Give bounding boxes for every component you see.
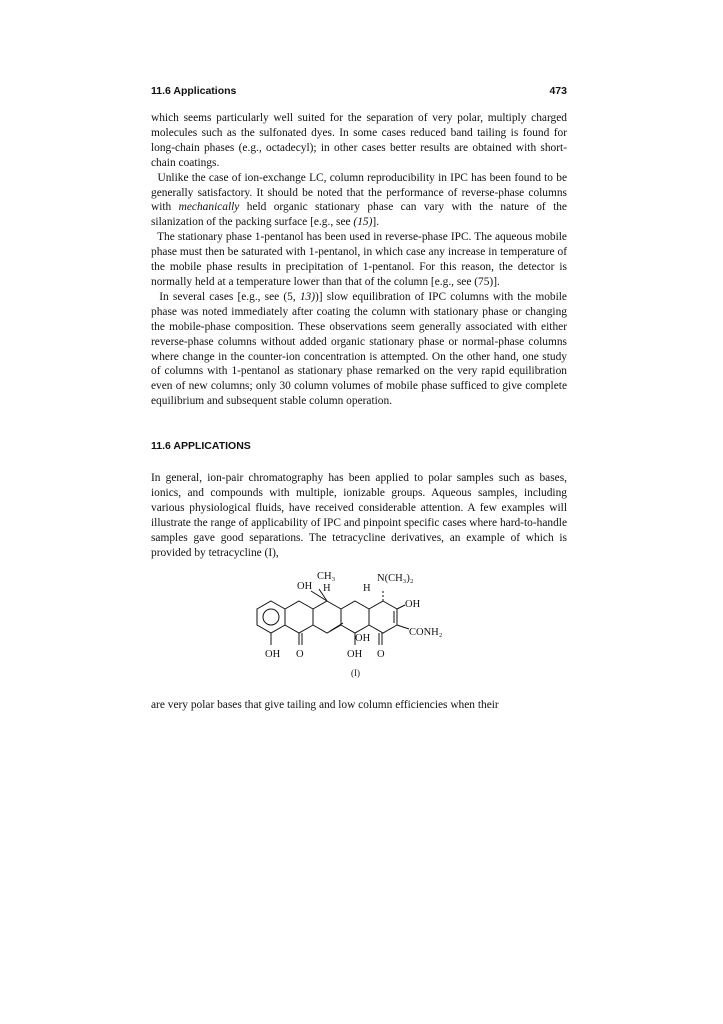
atom-ch3: CH₃: [317, 570, 336, 582]
tetracycline-structure-figure: [151, 565, 567, 680]
paragraph-3-text: The stationary phase 1-pentanol has been used in reverse-phase IPC. The aqueous mobile phase must then be saturated with 1-pentanol, in which case any increase in temperature of the mobile phase results in precipitation of 1-pentanol. For this reason, the detector is normally held at a temperature lower than that of the column [e.g., see (75)].: [151, 231, 567, 288]
atom-oh-mid: OH: [355, 632, 371, 644]
atom-oh-top: OH: [297, 580, 313, 592]
running-head-section: 11.6 Applications: [151, 85, 237, 97]
section-heading: 11.6 APPLICATIONS: [151, 440, 251, 453]
paragraph-2-part-b: held organic stationary phase can vary with the nature of the silanization of the packing surface [e.g., see: [151, 201, 567, 229]
atom-o-b1: O: [296, 648, 304, 660]
body-text-top: [151, 111, 567, 409]
paragraph-1: which seems particularly well suited for the separation of very polar, multiply charged molecules such as the sulfonated dyes. In some cases reduced band tailing is found for long-chain phases (e.g., octadecyl); in other cases better results are obtained with short-chain coatings.: [151, 112, 567, 169]
ring-d: [341, 601, 369, 633]
paragraph-4-italic-ref13: 13): [299, 290, 315, 303]
atom-oh-right: OH: [405, 598, 421, 610]
paragraph-2-italic-mechanically: mechanically: [178, 201, 240, 214]
atom-h1: H: [323, 582, 331, 594]
applications-paragraph: In general, ion-pair chromatography has been applied to polar samples such as bases, ionics, and compounds with multiple, ionizable groups. Aqueous samples, including various physiological fluids, have received considerable attention. A few examples will illustrate the range of applicability of IPC and pinpoint specific cases where hard-to-handle samples gave good separations. The tetracycline derivatives, an example of which is provided by tetracycline (I),: [151, 472, 567, 559]
double-bond-cd: [330, 623, 343, 631]
bond-conh2: [397, 625, 409, 629]
page: [151, 84, 567, 712]
ring-c: [313, 601, 341, 633]
paragraph-4: [151, 290, 567, 409]
paragraph-2-part-c: ].: [372, 216, 380, 229]
ring-a: [257, 601, 285, 633]
atom-o-b2: O: [377, 648, 385, 660]
atom-conh2: CONH₂: [409, 626, 443, 638]
paragraph-3: [151, 230, 567, 290]
page-number: 473: [549, 85, 567, 97]
atom-oh-b2: OH: [347, 648, 363, 660]
ring-b: [285, 601, 313, 633]
atom-oh-b1: OH: [265, 648, 281, 660]
bond-oh-right: [397, 605, 405, 609]
tetracycline-structure-svg: [151, 565, 567, 680]
running-head: [151, 84, 567, 99]
atom-nme2: N(CH₃)₂: [377, 572, 414, 584]
paragraph-2: [151, 171, 567, 231]
trailing-text: are very polar bases that give tailing and low column efficiencies when their: [151, 698, 499, 711]
paragraph-2-italic-ref15: (15): [353, 216, 373, 229]
ring-e: [369, 601, 397, 633]
figure-label: (I): [351, 667, 360, 678]
paragraph-4-part-a: In several cases [e.g., see (5,: [159, 290, 300, 303]
paragraph-4-part-b: )] slow equilibration of IPC columns with the mobile phase was noted immediately after coating the column with stationary phase or changing the mobile-phase composition. These observations seem generally associated with either reverse-phase columns without added organic stationary phase or normal-phase columns where change in the counter-ion concentration is attempted. On the other hand, one study of columns with 1-pentanol as stationary phase remarked on the very rapid equilibration even of new columns; only 30 column volumes of mobile phase sufficed to give complete equilibrium and subsequent stable column operation.: [151, 290, 567, 408]
paragraph-2-part-a: Unlike the case of ion-exchange LC, column reproducibility in IPC has been found to be generally satisfactory. It should be noted that the performance of reverse-phase columns with: [151, 171, 567, 214]
ring-a-aromatic-circle: [263, 609, 279, 625]
atom-h2: H: [363, 582, 371, 594]
